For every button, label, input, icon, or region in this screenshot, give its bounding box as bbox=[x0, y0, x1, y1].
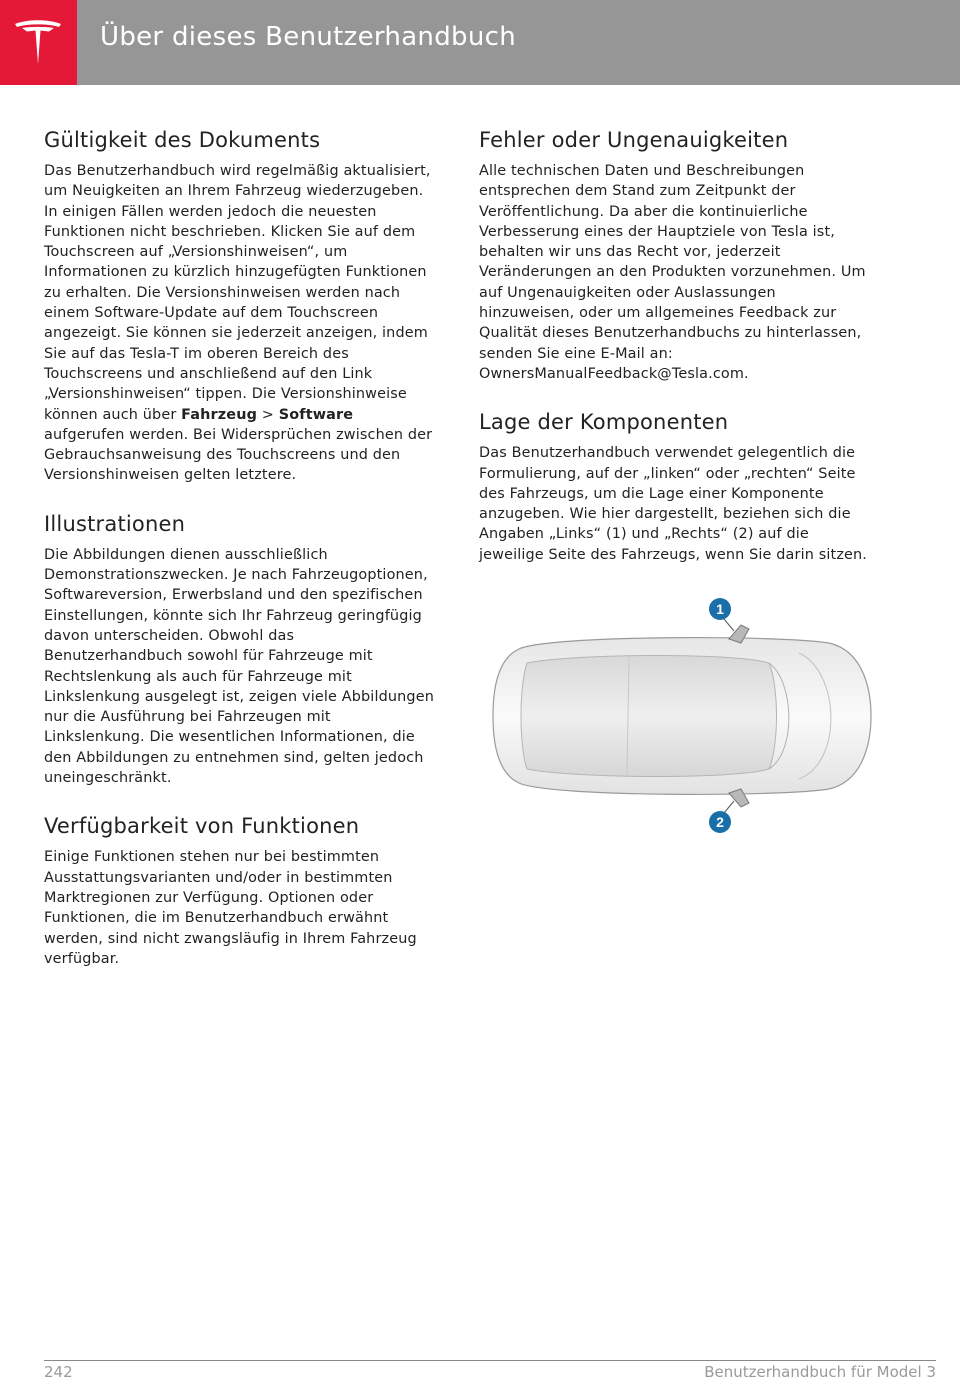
section-paragraph: Einige Funktionen stehen nur bei bestimmten Ausstattungsvarianten und/oder in bestimmten Marktregionen zur Verfügung. Optionen oder Funktionen, die im Benutzerhandbuch erwähnt werden, sind nicht zwangsläufig in Ihrem Fahrzeug verfügbar. bbox=[44, 849, 417, 967]
paragraph-text: Das Benutzerhandbuch wird regelmäßig aktualisiert, um Neuigkeiten an Ihrem Fahrzeug wiederzugeben. In einigen Fällen werden jedoch die neuesten Funktionen nicht beschrieben. Klicken Sie auf dem Touchscreen auf „Versionshinweisen“, um Informationen zu kürzlich hinzugefügten Funktionen zu erhalten. Die Versionshinweisen werden nach einem Software-Update auf dem Touchscreen angezeigt. Sie können sie jederzeit anzeigen, indem Sie auf das Tesla-T im oberen Bereich des Touchscreens und anschließend auf den Link „Versionshinweisen“ tippen. Die Versionshinweise können auch über bbox=[44, 163, 431, 423]
footer-title: Benutzerhandbuch für Model 3 bbox=[704, 1363, 936, 1381]
callout-right-number: 2 bbox=[716, 814, 724, 831]
menu-path-software: Software bbox=[278, 406, 354, 423]
section-heading: Gültigkeit des Dokuments bbox=[44, 128, 321, 152]
page-header bbox=[0, 0, 960, 85]
menu-path-vehicle: Fahrzeug bbox=[181, 406, 258, 423]
section-paragraph: Die Abbildungen dienen ausschließlich Demonstrationszwecken. Je nach Fahrzeugoptionen, Softwareversion, Erwerbsland und den spezifischen Einstellungen, könnte sich Ihr Fahrzeug geringfügig davon unterscheiden. Obwohl das Benutzerhandbuch sowohl für Fahrzeuge mit Rechtslenkung als auch für Fahrzeuge mit Linkslenkung ausgelegt ist, zeigen viele Abbildungen nur die Ausführung bei Fahrzeugen mit Linkslenkung. Die wesentlichen Informationen, die den Abbildungen zu entnehmen sind, gelten jedoch uneingeschränkt. bbox=[44, 546, 434, 787]
right-column bbox=[479, 128, 871, 841]
tesla-logo-icon bbox=[13, 18, 63, 68]
section-heading: Verfügbarkeit von Funktionen bbox=[44, 814, 360, 839]
section-heading: Lage der Komponenten bbox=[479, 410, 729, 435]
car-top-view-figure bbox=[479, 591, 879, 841]
tesla-logo bbox=[0, 0, 77, 85]
section-heading: Illustrationen bbox=[44, 511, 186, 536]
section-paragraph: Alle technischen Daten und Beschreibungen entsprechen dem Stand zum Zeitpunkt der Veröffentlichung. Da aber die kontinuierliche Verbesserung eines der Hauptziele von Tesla ist, behalten wir uns das Recht vor, jederzeit Veränderungen an den Produkten vorzunehmen. Um auf Ungenauigkeiten oder Auslassungen hinzuweisen, oder um allgemeines Feedback zur Qualität dieses Benutzerhandbuchs zu hinterlassen, senden Sie eine E-Mail an: OwnersManualFeedback@Tesla.com. bbox=[479, 163, 866, 382]
section-paragraph bbox=[44, 161, 436, 486]
footer-divider bbox=[44, 1360, 936, 1361]
section-heading: Fehler oder Ungenauigkeiten bbox=[479, 128, 789, 152]
page-number: 242 bbox=[44, 1363, 73, 1381]
car-top-view-illustration bbox=[479, 591, 879, 841]
menu-path-separator: > bbox=[261, 406, 274, 423]
page-title: Über dieses Benutzerhandbuch bbox=[100, 22, 516, 52]
paragraph-text: aufgerufen werden. Bei Widersprüchen zwischen der Gebrauchsanweisung des Touchscreens und den Versionshinweisen gelten letztere. bbox=[44, 426, 433, 484]
callout-left-number: 1 bbox=[716, 601, 724, 618]
left-column bbox=[44, 128, 436, 995]
section-paragraph: Das Benutzerhandbuch verwendet gelegentlich die Formulierung, auf der „linken“ oder „rechten“ Seite des Fahrzeugs, um die Lage einer Komponente anzugeben. Wie hier dargestellt, beziehen sich die Angaben „Links“ (1) und „Rechts“ (2) auf die jeweilige Seite des Fahrzeugs, wenn Sie darin sitzen. bbox=[479, 445, 868, 563]
